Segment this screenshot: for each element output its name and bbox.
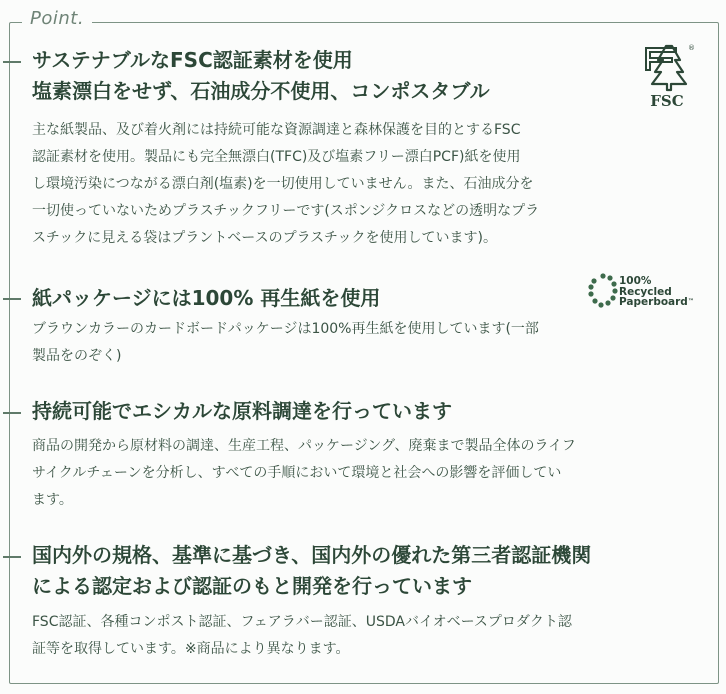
recycled-line: Recycled bbox=[619, 285, 672, 298]
section-2-heading bbox=[32, 283, 380, 314]
fsc-logo bbox=[636, 40, 698, 112]
section-marker bbox=[3, 298, 21, 300]
heading-line: サステナブルなFSC認証素材を使用 bbox=[32, 48, 353, 72]
section-1-heading bbox=[32, 45, 490, 107]
fsc-label: FSC bbox=[650, 92, 684, 110]
body-line: ます。 bbox=[32, 492, 73, 508]
body-line: し環境汚染につながる漂白剤(塩素)を一切使用していません。また、石油成分を bbox=[32, 176, 534, 192]
heading-line: 塩素漂白をせず、石油成分不使用、コンポスタブル bbox=[32, 79, 490, 103]
section-4-heading bbox=[32, 540, 591, 602]
body-line: 一切使っていないためプラスチックフリーです(スポンジクロスなどの透明なプラ bbox=[32, 203, 540, 219]
recycled-paperboard-logo bbox=[588, 270, 704, 314]
heading-line: による認定および認証のもと開発を行っています bbox=[32, 574, 472, 598]
point-legend: Point. bbox=[22, 8, 92, 29]
registered-mark: ® bbox=[688, 44, 695, 52]
body-line: 主な紙製品、及び着火剤には持続可能な資源調達と森林保護を目的とするFSC bbox=[32, 122, 521, 138]
section-3-body bbox=[32, 433, 702, 514]
body-line: ブラウンカラーのカードボードパッケージは100%再生紙を使用しています(一部 bbox=[32, 321, 539, 337]
section-marker bbox=[3, 556, 21, 558]
body-line: サイクルチェーンを分析し、すべての手順において環境と社会への影響を評価してい bbox=[32, 465, 562, 481]
heading-line: 紙パッケージには100% 再生紙を使用 bbox=[32, 286, 381, 310]
trademark-mark: ™ bbox=[687, 298, 694, 305]
heading-line: 国内外の規格、基準に基づき、国内外の優れた第三者認証機関 bbox=[32, 543, 592, 567]
section-marker bbox=[3, 61, 21, 63]
section-marker bbox=[3, 412, 21, 414]
recycled-text bbox=[619, 276, 694, 308]
section-4-body bbox=[32, 609, 702, 663]
section-3-heading bbox=[32, 396, 452, 427]
recycled-line: 100% bbox=[619, 275, 652, 287]
body-line: 証等を取得しています。※商品により異なります。 bbox=[32, 641, 350, 657]
recycle-ring-icon bbox=[588, 272, 618, 312]
body-line: 商品の開発から原材料の調達、生産工程、パッケージング、廃棄まで製品全体のライフ bbox=[32, 438, 576, 454]
body-line: FSC認証、各種コンポスト認証、フェアラバー認証、USDAバイオベースプロダクト認 bbox=[32, 614, 572, 630]
body-line: 認証素材を使用。製品にも完全無漂白(TFC)及び塩素フリー漂白PCF)紙を使用 bbox=[32, 149, 521, 165]
heading-line: 持続可能でエシカルな原料調達を行っています bbox=[32, 399, 452, 423]
body-line: スチックに見える袋はプラントベースのプラスチックを使用しています)。 bbox=[32, 230, 497, 246]
fsc-tree-icon bbox=[636, 40, 698, 92]
recycled-line: Paperboard™ bbox=[619, 296, 694, 308]
body-line: 製品をのぞく) bbox=[32, 348, 122, 364]
section-1-body bbox=[32, 117, 702, 252]
section-2-body bbox=[32, 316, 702, 370]
